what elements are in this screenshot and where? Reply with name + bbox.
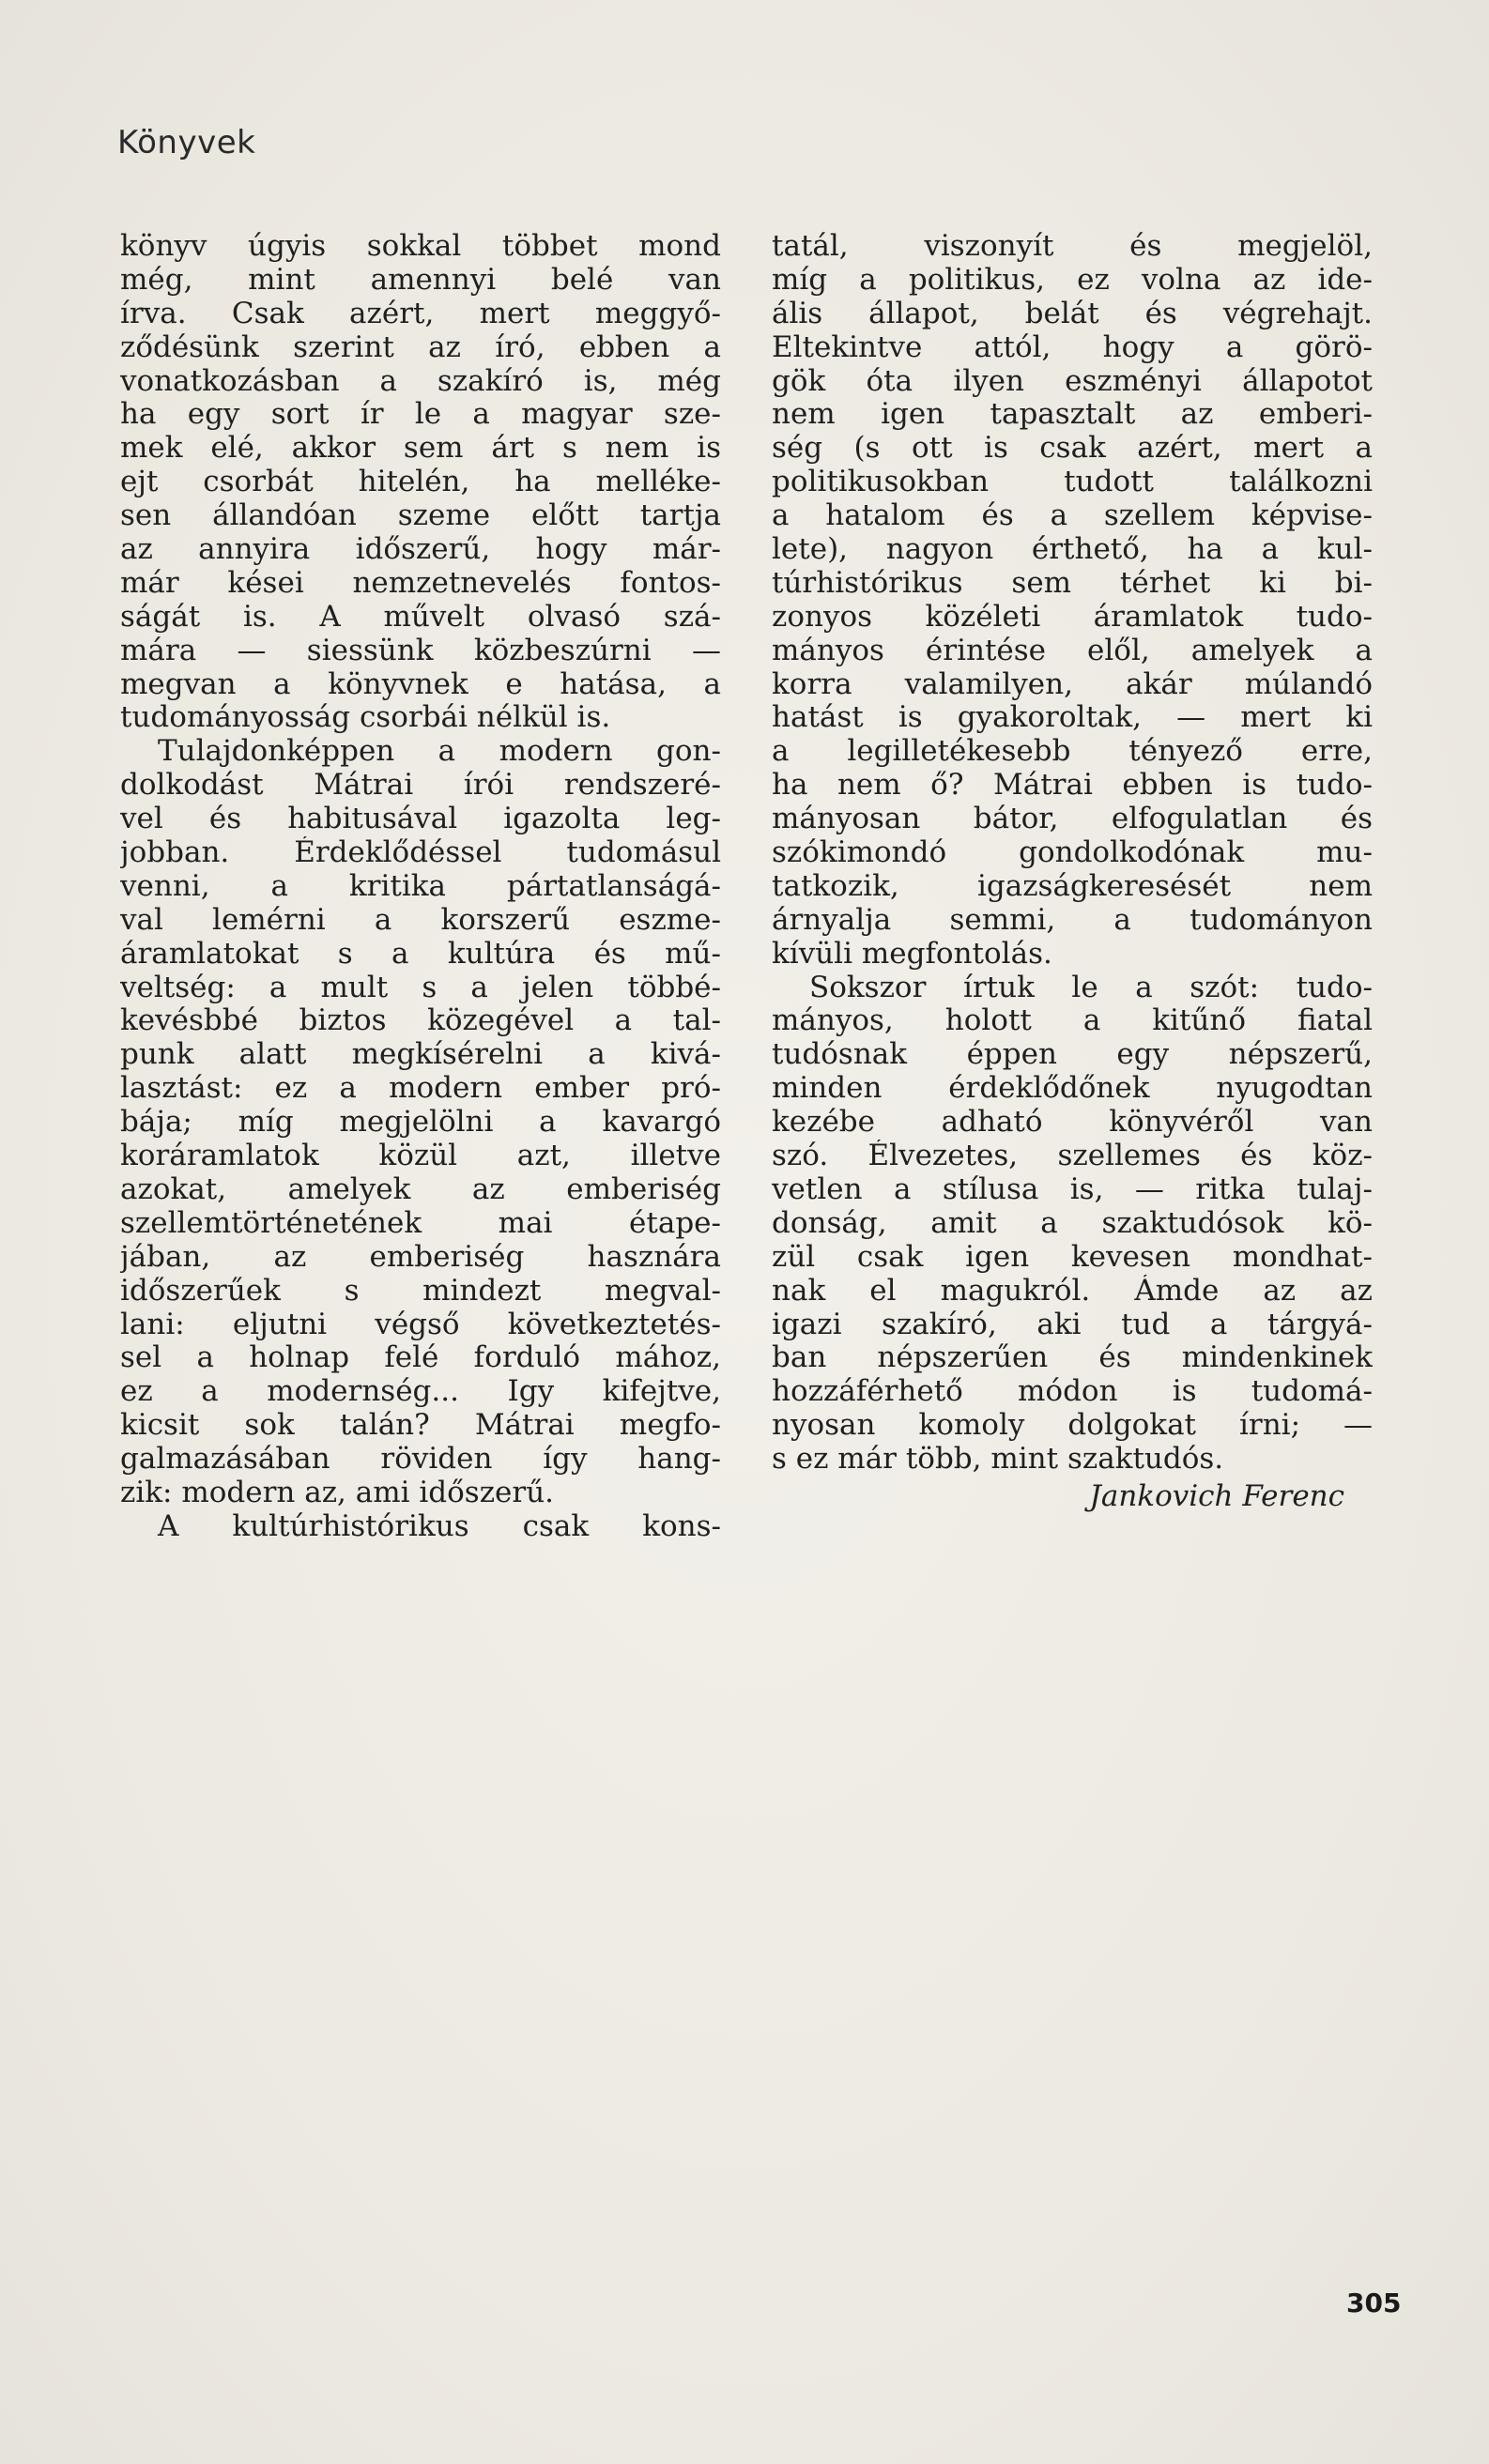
text-line: korra valamilyen, akár múlandó — [772, 667, 1373, 701]
running-title: Könyvek — [117, 124, 256, 161]
text-line: A kultúrhistórikus csak kons- — [158, 1509, 721, 1543]
text-line: nem igen tapasztalt az emberi- — [772, 398, 1373, 432]
text-line: igazi szakíró, aki tud a tárgyá- — [772, 1308, 1373, 1341]
text-line: koráramlatok közül azt, illetve — [120, 1140, 721, 1173]
text-line: azokat, amelyek az emberiség — [120, 1172, 721, 1206]
text-line: ség (s ott is csak azért, mert a — [772, 432, 1373, 466]
text-line: jobban. Érdeklődéssel tudomásul — [120, 836, 721, 870]
text-line: mára — siessünk közbeszúrni — — [120, 634, 721, 667]
text-line: nyosan komoly dolgokat írni; — — [772, 1409, 1373, 1443]
text-line: az annyira időszerű, hogy már- — [120, 533, 721, 567]
text-line: ejt csorbát hitelén, ha melléke- — [120, 466, 721, 499]
text-line: könyv úgyis sokkal többet mond — [120, 230, 721, 263]
text-line: sen állandóan szeme előtt tartja — [120, 499, 721, 533]
text-line: ságát is. A művelt olvasó szá- — [120, 600, 721, 634]
text-line: Eltekintve attól, hogy a görö- — [772, 330, 1373, 364]
text-line: zül csak igen kevesen mondhat- — [772, 1240, 1373, 1274]
text-line: megvan a könyvnek e hatása, a — [120, 667, 721, 701]
text-line: szókimondó gondolkodónak mu- — [772, 836, 1373, 870]
text-line: minden érdeklődőnek nyugodtan — [772, 1072, 1373, 1106]
text-line: kevésbbé biztos közegével a tal- — [120, 1004, 721, 1038]
text-line: mányosan bátor, elfogulatlan és — [772, 803, 1373, 836]
author-signature: Jankovich Ferenc — [1089, 1479, 1344, 1513]
text-line: venni, a kritika pártatlanságá- — [120, 869, 721, 903]
text-line: ződésünk szerint az író, ebben a — [120, 330, 721, 364]
text-line: áramlatokat s a kultúra és mű- — [120, 937, 721, 971]
text-line: lani: eljutni végső következtetés- — [120, 1308, 721, 1341]
text-line: Sokszor írtuk le a szót: tudo- — [809, 971, 1373, 1004]
text-line: tudósnak éppen egy népszerű, — [772, 1038, 1373, 1072]
text-line: nak el magukról. Ámde az az — [772, 1274, 1373, 1308]
text-line: sel a holnap felé forduló mához, — [120, 1341, 721, 1375]
text-line: ha egy sort ír le a magyar sze- — [120, 398, 721, 432]
text-line: tatál, viszonyít és megjelöl, — [772, 230, 1373, 263]
text-line: lete), nagyon érthető, ha a kul- — [772, 533, 1373, 567]
text-line: hozzáférhető módon is tudomá- — [772, 1375, 1373, 1409]
text-line: írva. Csak azért, mert meggyő- — [120, 297, 721, 330]
text-line: ban népszerűen és mindenkinek — [772, 1341, 1373, 1375]
text-line: kicsit sok talán? Mátrai megfo- — [120, 1409, 721, 1443]
text-line: punk alatt megkísérelni a kivá- — [120, 1038, 721, 1072]
text-line: veltség: a mult s a jelen többé- — [120, 971, 721, 1004]
text-line: gök óta ilyen eszményi állapotot — [772, 364, 1373, 398]
text-line: vonatkozásban a szakíró is, még — [120, 364, 721, 398]
text-line: a legilletékesebb tényező erre, — [772, 735, 1373, 769]
text-line: már kései nemzetnevelés fontos- — [120, 566, 721, 600]
text-line: zonyos közéleti áramlatok tudo- — [772, 600, 1373, 634]
text-line: donság, amit a szaktudósok kö- — [772, 1206, 1373, 1240]
text-line: vetlen a stílusa is, — ritka tulaj- — [772, 1172, 1373, 1206]
text-line: míg a politikus, ez volna az ide- — [772, 263, 1373, 297]
right-column — [772, 230, 1373, 1514]
text-line: dolkodást Mátrai írói rendszeré- — [120, 769, 721, 803]
text-line: kívüli megfontolás. — [772, 937, 1052, 971]
text-line: árnyalja semmi, a tudományon — [772, 903, 1373, 937]
text-line: tudományosság csorbái nélkül is. — [120, 701, 611, 735]
text-line: bája; míg megjelölni a kavargó — [120, 1106, 721, 1140]
text-line: s ez már több, mint szaktudós. — [772, 1443, 1224, 1477]
text-line: Tulajdonképpen a modern gon- — [158, 735, 721, 769]
text-line: túrhistórikus sem térhet ki bi- — [772, 566, 1373, 600]
left-column — [120, 230, 721, 1544]
text-line: szó. Élvezetes, szellemes és köz- — [772, 1140, 1373, 1173]
text-line: még, mint amennyi belé van — [120, 263, 721, 297]
text-line: ha nem ő? Mátrai ebben is tudo- — [772, 769, 1373, 803]
text-line: hatást is gyakoroltak, — mert ki — [772, 701, 1373, 735]
text-line: mányos, holott a kitűnő fiatal — [772, 1004, 1373, 1038]
text-line: szellemtörténetének mai étape- — [120, 1206, 721, 1240]
text-line: lasztást: ez a modern ember pró- — [120, 1072, 721, 1106]
text-line: mányos érintése elől, amelyek a — [772, 634, 1373, 667]
text-line: tatkozik, igazságkeresését nem — [772, 869, 1373, 903]
text-line: galmazásában röviden így hang- — [120, 1443, 721, 1477]
text-line: ez a modernség... Igy kifejtve, — [120, 1375, 721, 1409]
text-line: ális állapot, belát és végrehajt. — [772, 297, 1373, 330]
text-line: politikusokban tudott találkozni — [772, 466, 1373, 499]
page-number: 305 — [1346, 2288, 1402, 2319]
text-line: időszerűek s mindezt megval- — [120, 1274, 721, 1308]
text-line: jában, az emberiség hasznára — [120, 1240, 721, 1274]
text-line: a hatalom és a szellem képvise- — [772, 499, 1373, 533]
text-line: vel és habitusával igazolta leg- — [120, 803, 721, 836]
text-line: zik: modern az, ami időszerű. — [120, 1476, 555, 1509]
text-line: val lemérni a korszerű eszme- — [120, 903, 721, 937]
text-line: kezébe adható könyvéről van — [772, 1106, 1373, 1140]
text-line: mek elé, akkor sem árt s nem is — [120, 432, 721, 466]
